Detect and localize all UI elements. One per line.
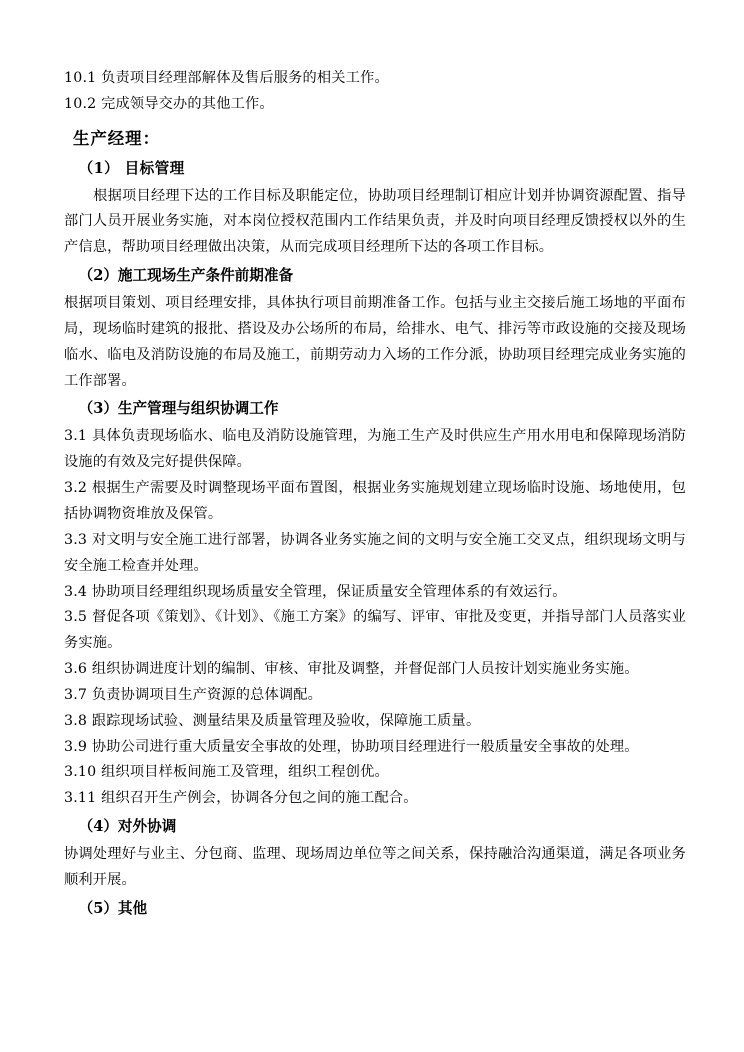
paragraph-3-4: 3.4 协助项目经理组织现场质量安全管理，保证质量安全管理体系的有效运行。 (64, 583, 567, 600)
paragraph-3-1: 3.1 具体负责现场临水、临电及消防设施管理，为施工生产及时供应生产用水用电和保障现场消防设施的有效及完好提供保障。 (64, 428, 686, 471)
document-body (64, 66, 686, 923)
paragraph-site-preparation-body: 根据项目策划、项目经理安排，具体执行项目前期准备工作。包括与业主交接后施工场地的平面布局，现场临时建筑的报批、搭设及办公场所的布局，给排水、电气、排污等市政设施的交接及现场临水、临电及消防设施的布局及施工，前期劳动力入场的工作分派，协助项目经理完成业务实施的工作部署。 (64, 295, 686, 389)
paragraph-3-8: 3.8 跟踪现场试验、测量结果及质量管理及验收，保障施工质量。 (64, 712, 481, 729)
paragraph-3-2: 3.2 根据生产需要及时调整现场平面布置图，根据业务实施规划建立现场临时设施、场地使用，包括协调物资堆放及保管。 (64, 480, 686, 522)
paragraph-3-3: 3.3 对文明与安全施工进行部署，协调各业务实施之间的文明与安全施工交叉点，组织现场文明与安全施工检查并处理。 (64, 531, 686, 574)
paragraph-3-6: 3.6 组织协调进度计划的编制、审核、审批及调整，并督促部门人员按计划实施业务实施。 (64, 661, 639, 678)
paragraph-3-10: 3.10 组织项目样板间施工及管理，组织工程创优。 (64, 764, 389, 781)
subheading-3-production-coordination: （3）生产管理与组织协调工作 (78, 400, 279, 418)
paragraph-3-5: 3.5 督促各项《策划》、《计划》、《施工方案》的编写、评审、审批及变更，并指导部门人员落实业务实施。 (64, 609, 686, 652)
paragraph-goal-management-body: 根据项目经理下达的工作目标及职能定位，协助项目经理制订相应计划并协调资源配置、指导部门人员开展业务实施，对本岗位授权范围内工作结果负责，并及时向项目经理反馈授权以外的生产信息，帮助项目经理做出决策，从而完成项目经理所下达的各项工作目标。 (64, 187, 686, 256)
section-heading-production-manager: 生产经理： (73, 128, 160, 148)
subheading-5-other: （5）其他 (78, 899, 148, 917)
paragraph-10-1: 10.1 负责项目经理部解体及售后服务的相关工作。 (64, 70, 389, 86)
subheading-1-goal-management: （1） 目标管理 (78, 159, 185, 177)
subheading-2-site-preparation: （2）施工现场生产条件前期准备 (78, 267, 294, 285)
paragraph-3-9: 3.9 协助公司进行重大质量安全事故的处理，协助项目经理进行一般质量安全事故的处理。 (64, 738, 639, 755)
paragraph-10-2: 10.2 完成领导交办的其他工作。 (64, 95, 274, 112)
subheading-4-external-coordination: （4）对外协调 (78, 818, 177, 836)
paragraph-3-7: 3.7 负责协调项目生产资源的总体调配。 (64, 686, 323, 703)
paragraph-3-11: 3.11 组织召开生产例会，协调各分包之间的施工配合。 (64, 790, 418, 807)
paragraph-external-coordination-body: 协调处理好与业主、分包商、监理、现场周边单位等之间关系，保持融洽沟通渠道，满足各项业务顺利开展。 (64, 846, 686, 888)
